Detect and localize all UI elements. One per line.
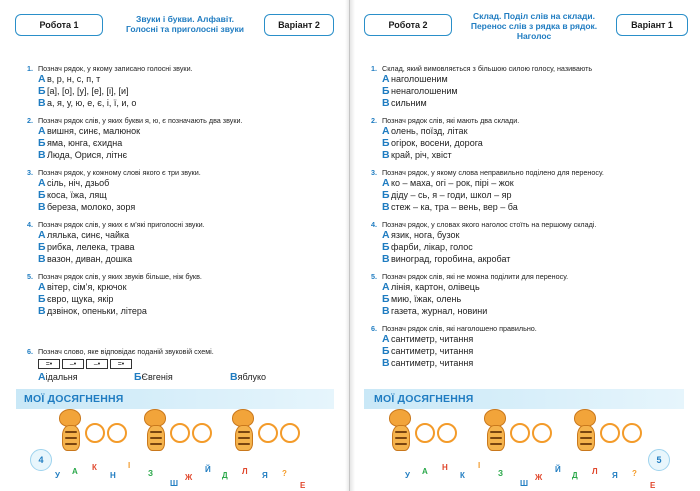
self-assessment-circles bbox=[510, 423, 552, 443]
tiger-mascot-icon bbox=[228, 409, 258, 453]
decorative-letter: А bbox=[72, 467, 78, 476]
option-text: язик, нога, бузок bbox=[391, 230, 460, 240]
option-text: сіль, ніч, дзьоб bbox=[47, 178, 110, 188]
decorative-letter: З bbox=[498, 469, 504, 478]
decorative-letter: Е bbox=[650, 481, 656, 490]
decorative-letter: І bbox=[128, 461, 131, 470]
task-question: Познач рядок слів, у яких звуків більше, ніж букв. bbox=[38, 272, 202, 281]
decorative-letter: Л bbox=[592, 467, 598, 476]
task-1 bbox=[18, 64, 338, 109]
option-text: ненаголошеним bbox=[391, 86, 458, 96]
task-list bbox=[362, 64, 688, 376]
option-letter: А bbox=[382, 125, 390, 137]
decorative-letter: І bbox=[478, 461, 481, 470]
assessment-circle[interactable] bbox=[510, 423, 530, 443]
option-text: вітер, сім’я, крючок bbox=[47, 282, 127, 292]
page-number-paw bbox=[30, 449, 52, 471]
task-2 bbox=[18, 116, 338, 161]
tiger-mascot-icon bbox=[55, 409, 85, 453]
decorative-letter: К bbox=[92, 463, 97, 472]
option-text: сантиметр, читання bbox=[391, 346, 474, 356]
option-letter: В bbox=[38, 97, 46, 109]
option-letter: А bbox=[382, 281, 390, 293]
option-text: вазон, диван, дошка bbox=[47, 254, 133, 264]
decorative-letter: Н bbox=[442, 463, 448, 472]
answer-option-a[interactable] bbox=[18, 229, 338, 241]
task-header bbox=[362, 64, 688, 73]
task-question: Познач рядок, у словах якого наголос стоїть на першому складі. bbox=[382, 220, 597, 229]
answer-option-c[interactable] bbox=[18, 305, 338, 317]
option-letter: А bbox=[38, 177, 46, 189]
decorative-letter: Н bbox=[110, 471, 116, 480]
variant-label: Варіант 2 bbox=[278, 20, 320, 30]
option-text: береза, молоко, зоря bbox=[47, 202, 136, 212]
task-question: Познач рядок слів, які мають два склади. bbox=[382, 116, 520, 125]
option-letter: Б bbox=[382, 345, 390, 357]
option-letter: А bbox=[382, 177, 390, 189]
option-text: огірок, восени, дорога bbox=[391, 138, 483, 148]
decorative-letter: Е bbox=[300, 481, 306, 490]
decorative-letter: Л bbox=[242, 467, 248, 476]
self-assessment-circles bbox=[600, 423, 642, 443]
answer-option-a[interactable] bbox=[18, 177, 338, 189]
assessment-circle[interactable] bbox=[280, 423, 300, 443]
option-text: в, р, н, с, п, т bbox=[47, 74, 101, 84]
option-letter: В bbox=[382, 305, 390, 317]
answer-option-c[interactable] bbox=[362, 201, 688, 213]
task-question: Склад, який вимовляється з більшою силою голосу, називають bbox=[382, 64, 593, 73]
task-number: 6. bbox=[371, 324, 377, 333]
page-title bbox=[454, 6, 614, 46]
option-text: вишня, синє, малюнок bbox=[47, 126, 141, 136]
option-letter: В bbox=[382, 201, 390, 213]
answer-option-c[interactable] bbox=[362, 253, 688, 265]
option-text: лінія, картон, олівець bbox=[391, 282, 480, 292]
scheme-box: –• bbox=[62, 359, 84, 369]
assessment-circle[interactable] bbox=[532, 423, 552, 443]
self-assessment-circles bbox=[415, 423, 457, 443]
decorative-letter: Я bbox=[612, 471, 618, 480]
title-line-1: Склад. Поділ слів на склади. bbox=[473, 11, 595, 21]
task-header bbox=[362, 116, 688, 125]
option-letter: А bbox=[38, 371, 46, 383]
option-text: яблуко bbox=[237, 372, 267, 382]
achievements-label: МОЇ ДОСЯГНЕННЯ bbox=[374, 393, 474, 405]
scheme-box: =• bbox=[38, 359, 60, 369]
task-6 bbox=[362, 324, 688, 369]
achievements-bar bbox=[364, 389, 684, 409]
self-assessment-circles bbox=[85, 423, 127, 443]
task-question: Познач слово, яке відповідає поданій звуковій схемі. bbox=[38, 347, 214, 356]
answer-option-b[interactable] bbox=[18, 189, 338, 201]
option-letter: В bbox=[382, 357, 390, 369]
bottom-decoration bbox=[0, 409, 350, 491]
option-letter: В bbox=[38, 253, 46, 265]
task-question: Познач рядок слів, у яких є м’які приголосні звуки. bbox=[38, 220, 205, 229]
option-letter: Б bbox=[38, 241, 46, 253]
decorative-letter: ? bbox=[632, 469, 637, 478]
answer-option-a[interactable] bbox=[362, 229, 688, 241]
option-letter: Б bbox=[38, 189, 46, 201]
achievements-bar bbox=[16, 389, 334, 409]
task-header bbox=[362, 220, 688, 229]
answer-option-c[interactable] bbox=[362, 357, 688, 369]
task-question: Познач рядок, у якому записано голосні звуки. bbox=[38, 64, 193, 73]
answer-option-b[interactable] bbox=[18, 137, 338, 149]
option-text: дзвінок, опеньки, літера bbox=[47, 306, 147, 316]
decorative-letter: Я bbox=[262, 471, 268, 480]
decorative-letter: Й bbox=[205, 465, 211, 474]
option-text: євро, щука, якір bbox=[47, 294, 114, 304]
option-text: ідальня bbox=[45, 372, 78, 382]
option-text: стеж – ка, тра – вень, вер – ба bbox=[391, 202, 518, 212]
answer-options bbox=[18, 371, 338, 383]
answer-option-b[interactable] bbox=[18, 293, 338, 305]
title-line-1: Звуки і букви. Алфавіт. bbox=[136, 14, 234, 24]
self-assessment-circles bbox=[170, 423, 212, 443]
option-letter: В bbox=[38, 201, 46, 213]
task-number: 4. bbox=[27, 220, 33, 229]
task-question: Познач рядок, у кожному слові якого є три звуки. bbox=[38, 168, 201, 177]
task-5 bbox=[362, 272, 688, 317]
option-letter: В bbox=[382, 253, 390, 265]
answer-option-a[interactable] bbox=[18, 73, 338, 85]
task-question: Познач рядок слів, які наголошено правильно. bbox=[382, 324, 537, 333]
task-header bbox=[362, 168, 688, 177]
decorative-letter: А bbox=[422, 467, 428, 476]
option-letter: А bbox=[38, 73, 46, 85]
answer-option-a[interactable] bbox=[362, 333, 688, 345]
task-header bbox=[18, 116, 338, 125]
option-letter: Б bbox=[382, 293, 390, 305]
answer-option-b[interactable] bbox=[134, 371, 230, 383]
option-letter: В bbox=[230, 371, 238, 383]
option-text: сильним bbox=[391, 98, 427, 108]
task-4 bbox=[362, 220, 688, 265]
answer-option-c[interactable] bbox=[18, 97, 338, 109]
option-text: коса, їжа, лящ bbox=[47, 190, 107, 200]
scheme-box: =• bbox=[110, 359, 132, 369]
answer-option-a[interactable] bbox=[38, 371, 134, 383]
answer-option-c[interactable] bbox=[18, 149, 338, 161]
option-letter: В bbox=[38, 305, 46, 317]
option-letter: А bbox=[382, 73, 390, 85]
option-letter: В bbox=[38, 149, 46, 161]
option-text: фарби, лікар, голос bbox=[391, 242, 473, 252]
assessment-circle[interactable] bbox=[258, 423, 278, 443]
variant-label-box bbox=[616, 14, 688, 36]
answer-option-c[interactable] bbox=[362, 149, 688, 161]
answer-option-b[interactable] bbox=[18, 85, 338, 97]
task-3 bbox=[362, 168, 688, 213]
task-number: 3. bbox=[27, 168, 33, 177]
option-letter: А bbox=[382, 229, 390, 241]
answer-option-b[interactable] bbox=[362, 293, 688, 305]
task-number: 2. bbox=[27, 116, 33, 125]
answer-option-a[interactable] bbox=[18, 125, 338, 137]
decorative-letter: Ш bbox=[520, 479, 529, 488]
assessment-circle[interactable] bbox=[622, 423, 642, 443]
assessment-circle[interactable] bbox=[600, 423, 620, 443]
option-letter: Б bbox=[382, 85, 390, 97]
task-1 bbox=[362, 64, 688, 109]
task-number: 5. bbox=[371, 272, 377, 281]
option-text: лялька, синє, чайка bbox=[47, 230, 130, 240]
tiger-mascot-icon bbox=[140, 409, 170, 453]
option-letter: Б bbox=[382, 137, 390, 149]
title-line-3: Наголос bbox=[516, 31, 552, 41]
task-4 bbox=[18, 220, 338, 265]
task-header bbox=[18, 168, 338, 177]
answer-option-b[interactable] bbox=[362, 85, 688, 97]
answer-option-b[interactable] bbox=[18, 241, 338, 253]
answer-option-c[interactable] bbox=[18, 253, 338, 265]
decorative-letter: У bbox=[55, 471, 60, 480]
option-text: ко – маха, огі – рок, пірі – жок bbox=[391, 178, 514, 188]
answer-option-b[interactable] bbox=[362, 241, 688, 253]
tiger-mascot-icon bbox=[570, 409, 600, 453]
scheme-box: –• bbox=[86, 359, 108, 369]
option-letter: Б bbox=[134, 371, 142, 383]
page-number: 4 bbox=[38, 455, 44, 465]
task-header bbox=[362, 272, 688, 281]
decorative-letter: К bbox=[460, 471, 465, 480]
answer-option-c[interactable] bbox=[362, 97, 688, 109]
assessment-circle[interactable] bbox=[192, 423, 212, 443]
work-label: Робота 2 bbox=[388, 20, 428, 30]
decorative-letter: ? bbox=[282, 469, 287, 478]
task-number: 4. bbox=[371, 220, 377, 229]
task-question: Познач рядок, у якому слова неправильно поділено для переносу. bbox=[382, 168, 604, 177]
task-number: 2. bbox=[371, 116, 377, 125]
variant-label: Варіант 1 bbox=[631, 20, 673, 30]
title-line-2: Голосні та приголосні звуки bbox=[126, 24, 244, 34]
task-number: 3. bbox=[371, 168, 377, 177]
option-text: мию, їжак, олень bbox=[391, 294, 462, 304]
option-letter: А bbox=[382, 333, 390, 345]
achievements-label: МОЇ ДОСЯГНЕННЯ bbox=[24, 393, 124, 405]
option-letter: Б bbox=[38, 137, 46, 149]
option-letter: Б bbox=[382, 189, 390, 201]
task-number: 1. bbox=[27, 64, 33, 73]
decorative-letter: Д bbox=[572, 471, 578, 480]
option-text: яма, юнга, єхидна bbox=[47, 138, 123, 148]
page-number-paw bbox=[648, 449, 670, 471]
variant-label-box bbox=[264, 14, 334, 36]
option-text: край, річ, хвіст bbox=[391, 150, 452, 160]
answer-option-a[interactable] bbox=[362, 177, 688, 189]
option-letter: Б bbox=[38, 293, 46, 305]
task-number: 1. bbox=[371, 64, 377, 73]
task-header bbox=[18, 64, 338, 73]
page-title bbox=[110, 9, 260, 39]
answer-option-b[interactable] bbox=[362, 189, 688, 201]
task-question: Познач рядок слів, у яких букви я, ю, є позначають два звуки. bbox=[38, 116, 243, 125]
option-text: газета, журнал, новини bbox=[391, 306, 488, 316]
option-text: Люда, Орися, літнє bbox=[47, 150, 128, 160]
decorative-letter: Й bbox=[555, 465, 561, 474]
book-gutter bbox=[345, 0, 355, 491]
decorative-letter: Ш bbox=[170, 479, 179, 488]
option-text: сантиметр, читання bbox=[391, 358, 474, 368]
assessment-circle[interactable] bbox=[85, 423, 105, 443]
task-3 bbox=[18, 168, 338, 213]
work-label-box bbox=[15, 14, 103, 36]
option-letter: Б bbox=[38, 85, 46, 97]
answer-option-a[interactable] bbox=[362, 281, 688, 293]
tiger-mascot-icon bbox=[480, 409, 510, 453]
task-list bbox=[18, 64, 338, 324]
answer-option-c[interactable] bbox=[18, 201, 338, 213]
work-label-box bbox=[364, 14, 452, 36]
option-text: рибка, лелека, трава bbox=[47, 242, 135, 252]
task-header bbox=[18, 220, 338, 229]
sound-scheme bbox=[38, 359, 338, 369]
decorative-letter: Ж bbox=[185, 473, 193, 482]
answer-option-a[interactable] bbox=[362, 125, 688, 137]
title-line-2: Перенос слів з рядка в рядок. bbox=[470, 21, 598, 31]
answer-option-b[interactable] bbox=[362, 137, 688, 149]
task-header bbox=[362, 324, 688, 333]
decorative-letter: З bbox=[148, 469, 154, 478]
task-6 bbox=[18, 347, 338, 383]
option-letter: А bbox=[38, 229, 46, 241]
bottom-decoration bbox=[350, 409, 700, 491]
option-text: [а], [о], [у], [е], [і], [и] bbox=[47, 86, 129, 96]
tiger-mascot-icon bbox=[385, 409, 415, 453]
decorative-letter: У bbox=[405, 471, 410, 480]
decorative-letter: Д bbox=[222, 471, 228, 480]
answer-option-b[interactable] bbox=[362, 345, 688, 357]
option-text: наголошеним bbox=[391, 74, 448, 84]
option-letter: Б bbox=[382, 241, 390, 253]
option-letter: В bbox=[382, 97, 390, 109]
assessment-circle[interactable] bbox=[415, 423, 435, 443]
task-5 bbox=[18, 272, 338, 317]
decorative-letter: Ж bbox=[535, 473, 543, 482]
answer-option-a[interactable] bbox=[18, 281, 338, 293]
option-text: виноград, горобина, акробат bbox=[391, 254, 511, 264]
assessment-circle[interactable] bbox=[170, 423, 190, 443]
task-number: 6. bbox=[27, 347, 33, 356]
option-text: а, я, у, ю, е, є, і, ї, и, о bbox=[47, 98, 137, 108]
right-page bbox=[350, 0, 700, 491]
option-text: сантиметр, читання bbox=[391, 334, 474, 344]
option-letter: А bbox=[38, 281, 46, 293]
answer-option-a[interactable] bbox=[362, 73, 688, 85]
task-question: Познач рядок слів, які не можна поділити для переносу. bbox=[382, 272, 569, 281]
assessment-circle[interactable] bbox=[437, 423, 457, 443]
task-2 bbox=[362, 116, 688, 161]
option-letter: В bbox=[382, 149, 390, 161]
work-label: Робота 1 bbox=[39, 20, 79, 30]
answer-option-c[interactable] bbox=[230, 371, 326, 383]
task-header bbox=[18, 272, 338, 281]
task-number: 5. bbox=[27, 272, 33, 281]
option-text: олень, поїзд, літак bbox=[391, 126, 468, 136]
assessment-circle[interactable] bbox=[107, 423, 127, 443]
option-letter: А bbox=[38, 125, 46, 137]
page-number: 5 bbox=[656, 455, 662, 465]
option-text: Євгенія bbox=[141, 372, 173, 382]
option-text: діду – сь, я – годи, школ – яр bbox=[391, 190, 512, 200]
self-assessment-circles bbox=[258, 423, 300, 443]
answer-option-c[interactable] bbox=[362, 305, 688, 317]
